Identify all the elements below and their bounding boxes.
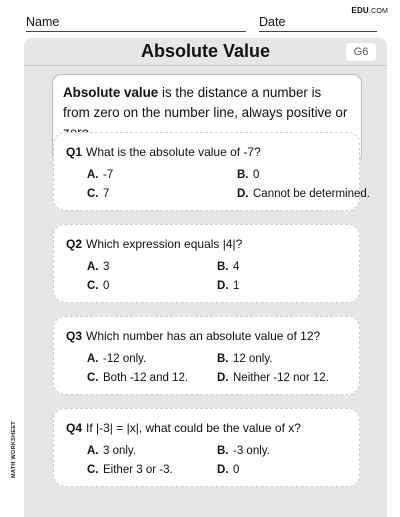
option-letter: C. bbox=[87, 372, 99, 384]
question-card-q1 bbox=[53, 132, 370, 211]
option-text: -7 bbox=[103, 169, 114, 181]
option-a[interactable] bbox=[87, 445, 136, 457]
option-letter: A. bbox=[87, 261, 99, 273]
question-card-q4 bbox=[53, 408, 360, 487]
question-number: Q3 bbox=[66, 329, 83, 343]
name-field-line[interactable] bbox=[26, 31, 246, 32]
question-text: If |-3| = |x|, what could be the value of x? bbox=[86, 421, 301, 435]
question-title bbox=[66, 237, 242, 251]
date-label: Date bbox=[259, 15, 286, 29]
option-text: Either 3 or -3. bbox=[103, 464, 173, 476]
brand-name: EDU bbox=[351, 6, 369, 15]
question-text: Which number has an absolute value of 12? bbox=[86, 329, 321, 343]
option-c[interactable] bbox=[87, 464, 173, 476]
option-letter: B. bbox=[217, 261, 229, 273]
option-text: 1 bbox=[233, 280, 240, 292]
option-letter: D. bbox=[237, 188, 249, 200]
question-card-q2 bbox=[53, 224, 360, 303]
option-a[interactable] bbox=[87, 353, 146, 365]
option-c[interactable] bbox=[87, 372, 188, 384]
option-text: -12 only. bbox=[103, 353, 147, 365]
question-number: Q1 bbox=[66, 145, 83, 159]
date-field-line[interactable] bbox=[259, 31, 377, 32]
option-letter: C. bbox=[87, 188, 99, 200]
page-title: Absolute Value bbox=[140, 41, 271, 61]
question-number: Q4 bbox=[66, 421, 83, 435]
option-d[interactable] bbox=[217, 464, 239, 476]
option-b[interactable] bbox=[217, 445, 270, 457]
option-text: 0 bbox=[103, 280, 110, 292]
grade-badge: G6 bbox=[346, 43, 376, 61]
question-title bbox=[66, 421, 301, 435]
option-text: 12 only. bbox=[233, 353, 273, 365]
option-letter: B. bbox=[237, 169, 249, 181]
name-label: Name bbox=[26, 15, 60, 29]
option-letter: B. bbox=[217, 353, 229, 365]
question-card-q3 bbox=[53, 316, 360, 395]
question-title bbox=[66, 329, 320, 343]
option-text: 3 bbox=[103, 261, 110, 273]
option-text: 3 only. bbox=[103, 445, 137, 457]
option-text: Neither -12 nor 12. bbox=[233, 372, 329, 384]
question-title bbox=[66, 145, 261, 159]
option-text: Both -12 and 12. bbox=[103, 372, 189, 384]
option-text: 4 bbox=[233, 261, 240, 273]
option-letter: B. bbox=[217, 445, 229, 457]
option-letter: C. bbox=[87, 464, 99, 476]
option-c[interactable] bbox=[87, 280, 109, 292]
option-d[interactable] bbox=[217, 280, 239, 292]
option-text: Cannot be determined. bbox=[253, 188, 370, 200]
option-text: -3 only. bbox=[233, 445, 270, 457]
sidebar-label: MATH WORKSHEET bbox=[11, 421, 17, 478]
option-letter: D. bbox=[217, 464, 229, 476]
option-letter: C. bbox=[87, 280, 99, 292]
option-b[interactable] bbox=[237, 169, 259, 181]
intro-term: Absolute value bbox=[63, 85, 159, 100]
option-text: 7 bbox=[103, 188, 110, 200]
option-letter: A. bbox=[87, 169, 99, 181]
title-bar bbox=[24, 38, 387, 66]
option-letter: D. bbox=[217, 280, 229, 292]
question-number: Q2 bbox=[66, 237, 83, 251]
option-d[interactable] bbox=[217, 372, 329, 384]
worksheet-panel bbox=[24, 38, 387, 517]
option-text: 0 bbox=[233, 464, 240, 476]
option-text: 0 bbox=[253, 169, 260, 181]
option-letter: A. bbox=[87, 353, 99, 365]
option-b[interactable] bbox=[217, 353, 272, 365]
option-letter: D. bbox=[217, 372, 229, 384]
brand-suffix: .COM bbox=[368, 8, 388, 15]
option-a[interactable] bbox=[87, 261, 109, 273]
option-letter: A. bbox=[87, 445, 99, 457]
option-b[interactable] bbox=[217, 261, 239, 273]
question-text: Which expression equals |4|? bbox=[86, 237, 243, 251]
option-d[interactable] bbox=[237, 188, 370, 200]
brand-logo bbox=[351, 6, 388, 15]
option-c[interactable] bbox=[87, 188, 109, 200]
question-text: What is the absolute value of -7? bbox=[86, 145, 261, 159]
option-a[interactable] bbox=[87, 169, 113, 181]
intro-text: is the distance a number is from zero on the number line, always positive or bbox=[63, 85, 348, 120]
